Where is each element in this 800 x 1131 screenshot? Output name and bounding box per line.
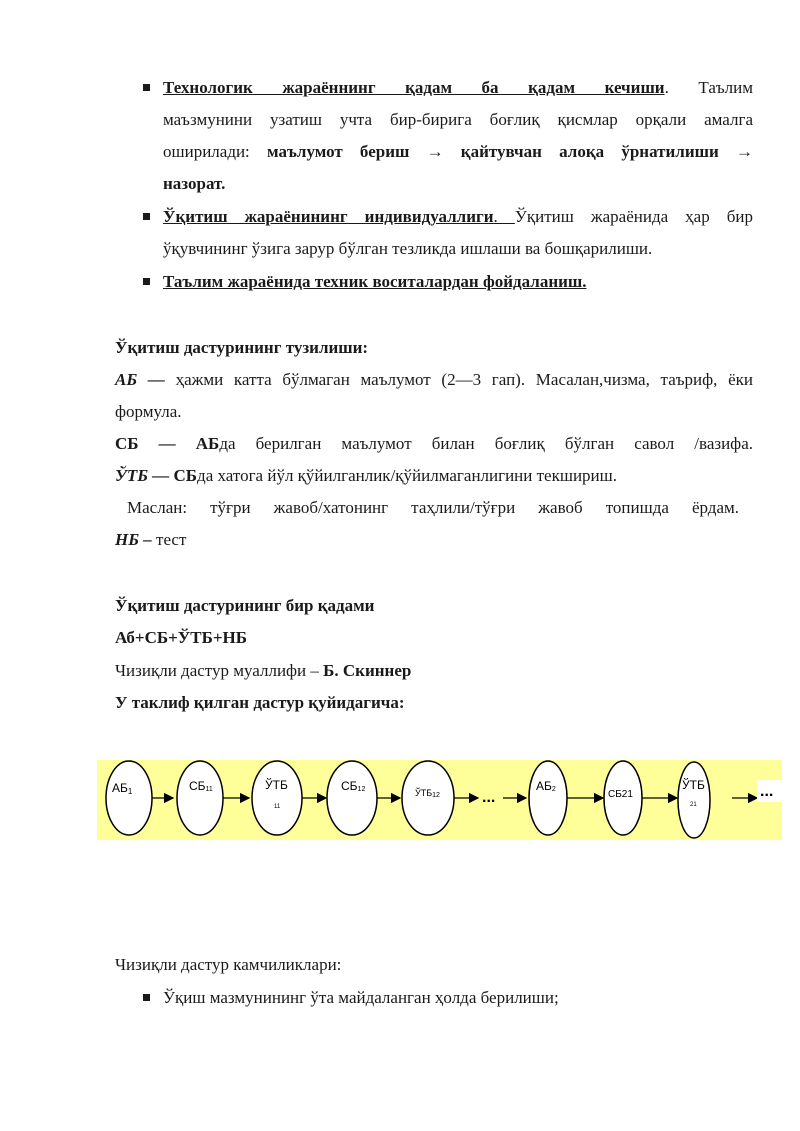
- node-sb11-label: СБ11: [189, 779, 213, 793]
- node-utb12: [402, 761, 454, 835]
- nb-definition: НБ – тест: [115, 530, 187, 549]
- bullet-item-2-title: Ўқитиш жараёнининг индивидуаллиги: [163, 207, 494, 226]
- node-sb11: [177, 761, 223, 835]
- diagram-ellipsis-end: ...: [760, 783, 774, 800]
- bullet-item-1-title: Технологик жараённинг қадам ба қадам кечиши: [163, 78, 665, 97]
- node-sb21-label: СБ21: [608, 789, 633, 800]
- bullet-marker: [143, 84, 150, 91]
- node-ab1: [106, 761, 152, 835]
- utb-definition: ЎТБ — СБда хатога йўл қўйилганлик/қўйилмаганлигини текшириш.: [115, 466, 617, 485]
- node-ab2: [529, 761, 567, 835]
- node-ab2-label: АБ2: [536, 779, 556, 793]
- structure-heading: Ўқитиш дастурининг тузилиши:: [115, 338, 369, 357]
- node-utb21-label: ЎТБ: [682, 778, 705, 792]
- bullet-marker: [143, 213, 150, 220]
- node-utb21-sub: 21: [690, 802, 697, 808]
- node-utb21: [678, 762, 710, 838]
- node-ab1-label: АБ1: [112, 781, 133, 796]
- ab-definition: АБ — ҳажми катта бўлмаган маълумот (2—3 гап). Масалан,чизма, таъриф, ёки формула.: [115, 370, 754, 421]
- example-line: Маслан: тўғри жавоб/хатонинг таҳлили/тўғри жавоб топишда ёрдам.: [127, 498, 739, 517]
- author-line: Чизиқли дастур муаллифи – Б. Скиннер: [115, 661, 412, 680]
- bullet-item-3: [163, 266, 753, 298]
- diagram-ellipsis: ...: [482, 789, 496, 806]
- node-utb12-label: ЎТБ12: [415, 788, 440, 799]
- step-formula: Аб+СБ+ЎТБ+НБ: [115, 628, 248, 647]
- bullet-item-3-title: Таълим жараёнида техник воситалардан фойдаланиш.: [163, 272, 587, 291]
- bullet-item-1: Технологик жараённинг қадам ба қадам кечиши. Таълим маъзмунини узатиш учта бир-бирига боғлиқ қисмлар орқали амалга оширилади: маълумот бериш → қайтувчан алоқа ўрнатилиши → назорат.: [163, 78, 753, 193]
- drawbacks-item-1: Ўқиш мазмунининг ўта майдаланган ҳолда берилиши;: [163, 988, 559, 1007]
- bullet-item-2: Ўқитиш жараёнининг индивидуаллиги. Ўқитиш жараёнида ҳар бир ўқувчининг ўзига зарур бўлган тезликда ишлаши ва бошқарилиши.: [163, 207, 754, 258]
- linear-program-diagram: [0, 750, 800, 850]
- node-utb11: [252, 761, 302, 835]
- node-sb12: [327, 761, 377, 835]
- node-utb11-label: ЎТБ: [265, 778, 288, 792]
- proposal-line: У таклиф қилган дастур қуйидагича:: [115, 693, 405, 712]
- node-utb11-sub: 11: [274, 804, 281, 810]
- author-name: Б. Скиннер: [318, 661, 412, 680]
- sb-definition: СБ — АБда берилган маълумот билан боғлиқ бўлган савол /вазифа.: [115, 434, 753, 453]
- bullet-item-1-flow: маълумот бериш → қайтувчан алоқа ўрнатилиши →: [267, 142, 753, 161]
- node-sb12-label: СБ12: [341, 779, 366, 793]
- drawbacks-heading: Чизиқли дастур камчиликлари:: [115, 955, 342, 974]
- step-heading: Ўқитиш дастурининг бир қадами: [115, 596, 375, 615]
- bullet-marker: [143, 278, 150, 285]
- bullet-item-1-text: Таълим: [698, 78, 753, 97]
- bullet-marker: [143, 994, 150, 1001]
- bullet-item-1-line2: маъзмунини узатиш учта бир-бирига боғлиқ қисмлар орқали амалга: [163, 110, 753, 129]
